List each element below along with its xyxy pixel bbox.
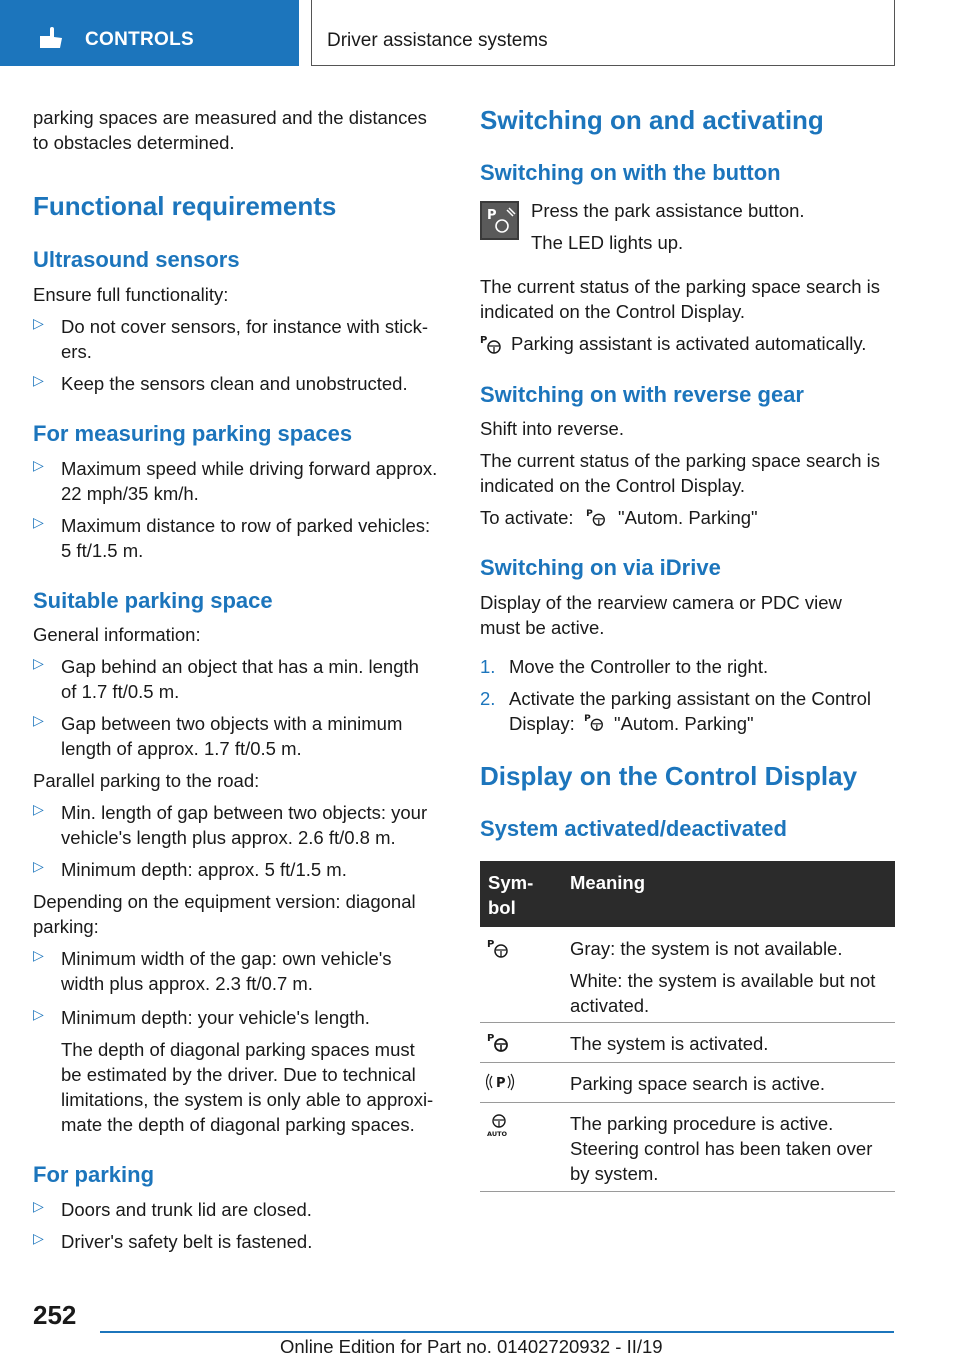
ensure-text: Ensure full functionality: bbox=[33, 284, 229, 305]
table-row: AUTO The parking procedure is active. Steering control has been taken over by system. bbox=[480, 1103, 895, 1191]
heading-reverse-gear: Switching on with reverse gear bbox=[480, 382, 804, 407]
step-number: 1. bbox=[480, 656, 496, 677]
svg-text:P: P bbox=[487, 939, 495, 950]
page-number: 252 bbox=[33, 1300, 77, 1330]
shift-text: Shift into reverse. bbox=[480, 418, 624, 439]
autom-parking-menu-item: "Autom. Parking" bbox=[614, 713, 754, 734]
edition-text: Online Edition for Part no. 01402720932 - II/19 bbox=[280, 1336, 663, 1357]
col-symbol-line-1: Sym- bbox=[488, 872, 534, 893]
triangle-bullet-icon: ▷ bbox=[33, 655, 44, 671]
status2-line-2: indicated on the Control Display. bbox=[480, 475, 745, 496]
press-text: Press the park assistance button. bbox=[531, 200, 805, 221]
led-text: The LED lights up. bbox=[531, 232, 684, 253]
triangle-bullet-icon: ▷ bbox=[33, 858, 44, 874]
depending-line-2: parking: bbox=[33, 916, 99, 937]
auto-activated-text: Parking assistant is activated automatically. bbox=[511, 333, 867, 354]
triangle-bullet-icon: ▷ bbox=[33, 1198, 44, 1214]
heading-for-parking: For parking bbox=[33, 1162, 155, 1187]
parking-assistant-active-icon bbox=[486, 1031, 512, 1053]
triangle-bullet-icon: ▷ bbox=[33, 1006, 44, 1022]
step-number: 2. bbox=[480, 688, 496, 709]
row-divider bbox=[480, 1191, 895, 1192]
heading-switching-on: Switching on and activating bbox=[480, 105, 824, 135]
svg-text:AUTO: AUTO bbox=[487, 1130, 508, 1137]
footer-divider bbox=[100, 1331, 894, 1333]
section-label: CONTROLS bbox=[85, 29, 195, 50]
heading-via-idrive: Switching on via iDrive bbox=[480, 555, 721, 580]
heading-display-control: Display on the Control Display bbox=[480, 761, 858, 791]
heading-ultrasound-sensors: Ultrasound sensors bbox=[33, 247, 240, 272]
parking-space-search-icon bbox=[486, 1071, 516, 1093]
table-row: P The system is activated. bbox=[487, 1033, 769, 1054]
heading-measuring: For measuring parking spaces bbox=[33, 421, 353, 446]
triangle-bullet-icon: ▷ bbox=[33, 315, 44, 331]
parking-assistant-icon bbox=[480, 333, 504, 355]
svg-text:P: P bbox=[496, 1076, 506, 1091]
hand-pointer-icon bbox=[40, 26, 66, 50]
depending-line-1: Depending on the equipment version: diagonal bbox=[33, 891, 416, 912]
section-tab bbox=[0, 0, 299, 66]
heading-with-button: Switching on with the button bbox=[480, 160, 781, 185]
svg-text:P: P bbox=[487, 208, 497, 223]
triangle-bullet-icon: ▷ bbox=[33, 801, 44, 817]
display-rear-line-1: Display of the rearview camera or PDC view bbox=[480, 592, 842, 613]
autom-parking-menu-item: "Autom. Parking" bbox=[618, 507, 758, 528]
chapter-title: Driver assistance systems bbox=[327, 30, 548, 51]
status1-line-2: indicated on the Control Display. bbox=[480, 301, 745, 322]
table-header bbox=[480, 861, 895, 927]
triangle-bullet-icon: ▷ bbox=[33, 457, 44, 473]
triangle-bullet-icon: ▷ bbox=[33, 712, 44, 728]
svg-text:P: P bbox=[584, 714, 591, 725]
svg-text:P: P bbox=[586, 509, 593, 520]
triangle-bullet-icon: ▷ bbox=[33, 947, 44, 963]
heading-functional-requirements: Functional requirements bbox=[33, 191, 337, 221]
col-meaning: Meaning bbox=[570, 872, 646, 893]
triangle-bullet-icon: ▷ bbox=[33, 1230, 44, 1246]
svg-text:P: P bbox=[480, 335, 488, 346]
table-row: P Parking space search is active. bbox=[480, 1063, 895, 1102]
triangle-bullet-icon: ▷ bbox=[33, 514, 44, 530]
parking-assistant-icon bbox=[586, 507, 608, 527]
heading-system-activated: System activated/deactivated bbox=[480, 816, 787, 841]
to-activate-text: To activate: bbox=[480, 507, 574, 528]
park-assist-button-icon bbox=[480, 201, 519, 240]
display-rear-line-2: must be active. bbox=[480, 617, 605, 638]
status2-line-1: The current status of the parking space search is bbox=[480, 450, 881, 471]
col-symbol-line-2: bol bbox=[488, 897, 516, 918]
parking-assistant-icon bbox=[486, 937, 512, 959]
table-row: P Gray: the system is not available. White: the system is available but not activated. bbox=[487, 938, 876, 1016]
triangle-bullet-icon: ▷ bbox=[33, 372, 44, 388]
intro-line-2: to obstacles determined. bbox=[33, 132, 235, 153]
intro-line-1: parking spaces are measured and the distances bbox=[33, 107, 427, 128]
general-info-text: General information: bbox=[33, 624, 201, 645]
parking-assistant-icon bbox=[584, 712, 606, 732]
steering-auto-icon bbox=[484, 1113, 514, 1137]
heading-suitable-parking-space: Suitable parking space bbox=[33, 588, 273, 613]
parallel-text: Parallel parking to the road: bbox=[33, 770, 260, 791]
status1-line-1: The current status of the parking space search is bbox=[480, 276, 881, 297]
svg-text:P: P bbox=[487, 1033, 495, 1044]
chapter-header bbox=[311, 0, 895, 66]
